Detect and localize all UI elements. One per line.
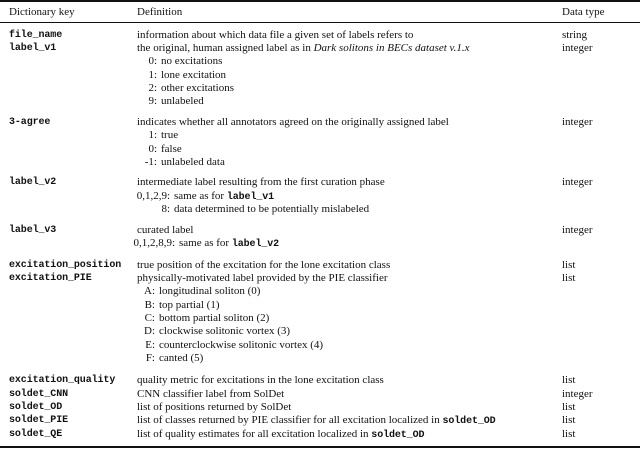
dictionary-key: excitation_PIE [9, 273, 92, 284]
dictionary-key: file_name [9, 30, 63, 41]
dictionary-key: label_v2 [9, 177, 57, 188]
text-segment: CNN classifier label from SolDet [137, 388, 285, 400]
value-code: 0,1,2,8,9: [133, 237, 175, 249]
dictionary-key: soldet_OD [9, 402, 63, 413]
text-segment: the original, human assigned label as in [137, 42, 314, 54]
value-code: C: [144, 312, 155, 324]
value-description [159, 352, 203, 365]
value-code: 9: [148, 95, 157, 107]
data-type: integer [562, 388, 593, 400]
header-dictionary-key: Dictionary key [9, 6, 75, 18]
data-type: string [562, 29, 588, 41]
code-text: soldet_OD [371, 430, 425, 441]
text-segment: clockwise solitonic vortex (3) [159, 325, 291, 337]
text-segment: true [161, 129, 179, 141]
value-description [159, 312, 269, 325]
value-description [159, 339, 323, 352]
value-description [174, 190, 274, 203]
dictionary-key: excitation_position [9, 260, 122, 271]
value-code: 0: [148, 55, 157, 67]
text-segment: canted (5) [159, 352, 204, 364]
data-type: integer [562, 42, 593, 54]
text-segment: no excitations [161, 55, 223, 67]
text-segment: indicates whether all annotators agreed on the originally assigned label [137, 116, 449, 128]
data-type: list [562, 414, 576, 426]
data-type: list [562, 374, 576, 386]
header-data-type: Data type [562, 6, 605, 18]
text-segment: longitudinal soliton (0) [159, 285, 261, 297]
value-code: 0: [148, 143, 157, 155]
definition [137, 29, 413, 42]
text-segment: quality metric for excitations in the lone excitation class [137, 374, 384, 386]
data-type: list [562, 401, 576, 413]
value-code: D: [144, 325, 155, 337]
data-type: list [562, 272, 576, 284]
text-segment: list of classes returned by PIE classifier for all excitation localized in [137, 414, 443, 426]
dictionary-key: 3-agree [9, 117, 51, 128]
value-description [179, 237, 279, 250]
value-description [161, 95, 204, 108]
code-text: soldet_OD [442, 416, 496, 427]
value-code: 1: [148, 69, 157, 81]
value-code: 8: [161, 203, 170, 215]
text-segment: physically-motivated label provided by the PIE classifier [137, 272, 388, 284]
bottom-rule [0, 446, 640, 448]
definition [137, 414, 496, 427]
value-description [161, 129, 178, 142]
dictionary-key: label_v3 [9, 225, 57, 236]
value-code: 0,1,2,9: [136, 190, 170, 202]
text-segment: same as for [179, 237, 232, 249]
value-code: -1: [144, 156, 157, 168]
value-description [161, 55, 222, 68]
definition [137, 259, 390, 272]
text-segment: intermediate label resulting from the first curation phase [137, 176, 385, 188]
data-type: list [562, 428, 576, 440]
definition [137, 224, 194, 237]
value-description [159, 299, 219, 312]
code-text: label_v1 [226, 192, 275, 203]
text-segment: false [161, 143, 182, 155]
value-description [159, 285, 260, 298]
dictionary-key: label_v1 [9, 43, 57, 54]
value-code: F: [145, 352, 155, 364]
dictionary-key: excitation_quality [9, 375, 116, 386]
text-segment: curated label [137, 224, 194, 236]
value-code: 2: [148, 82, 157, 94]
text-segment: unlabeled data [161, 156, 225, 168]
definition [137, 374, 384, 387]
text-segment: data determined to be potentially mislabeled [174, 203, 370, 215]
italic-text: Dark solitons in BECs dataset v.1.x [313, 42, 470, 54]
text-segment: true position of the excitation for the lone excitation class [137, 259, 391, 271]
definition [137, 388, 284, 401]
code-text: label_v2 [231, 239, 280, 250]
data-type: integer [562, 116, 593, 128]
text-segment: lone excitation [161, 69, 227, 81]
top-rule [0, 0, 640, 2]
dictionary-key: soldet_QE [9, 429, 63, 440]
text-segment: information about which data file a given set of labels refers to [137, 29, 414, 41]
value-description [161, 82, 234, 95]
value-code: E: [145, 339, 155, 351]
data-type: integer [562, 176, 593, 188]
header-rule [0, 22, 640, 23]
value-description [161, 69, 226, 82]
value-code: B: [144, 299, 155, 311]
text-segment: unlabeled [161, 95, 204, 107]
dictionary-key: soldet_PIE [9, 415, 69, 426]
text-segment: top partial (1) [159, 299, 220, 311]
data-type: integer [562, 224, 593, 236]
value-description [161, 156, 225, 169]
value-description [174, 203, 369, 216]
data-type: list [562, 259, 576, 271]
text-segment: counterclockwise solitonic vortex (4) [159, 339, 324, 351]
definition [137, 176, 385, 189]
text-segment: bottom partial soliton (2) [159, 312, 270, 324]
text-segment: list of quality estimates for all excitation localized in [137, 428, 372, 440]
definition [137, 428, 424, 441]
text-segment: other excitations [161, 82, 235, 94]
definition [137, 272, 388, 285]
definition [137, 42, 470, 55]
definition [137, 116, 449, 129]
value-code: 1: [148, 129, 157, 141]
text-segment: list of positions returned by SolDet [137, 401, 292, 413]
text-segment: same as for [174, 190, 227, 202]
header-definition: Definition [137, 6, 183, 18]
value-description [159, 325, 290, 338]
value-description [161, 143, 182, 156]
definition [137, 401, 291, 414]
value-code: A: [144, 285, 155, 297]
dictionary-key: soldet_CNN [9, 389, 69, 400]
